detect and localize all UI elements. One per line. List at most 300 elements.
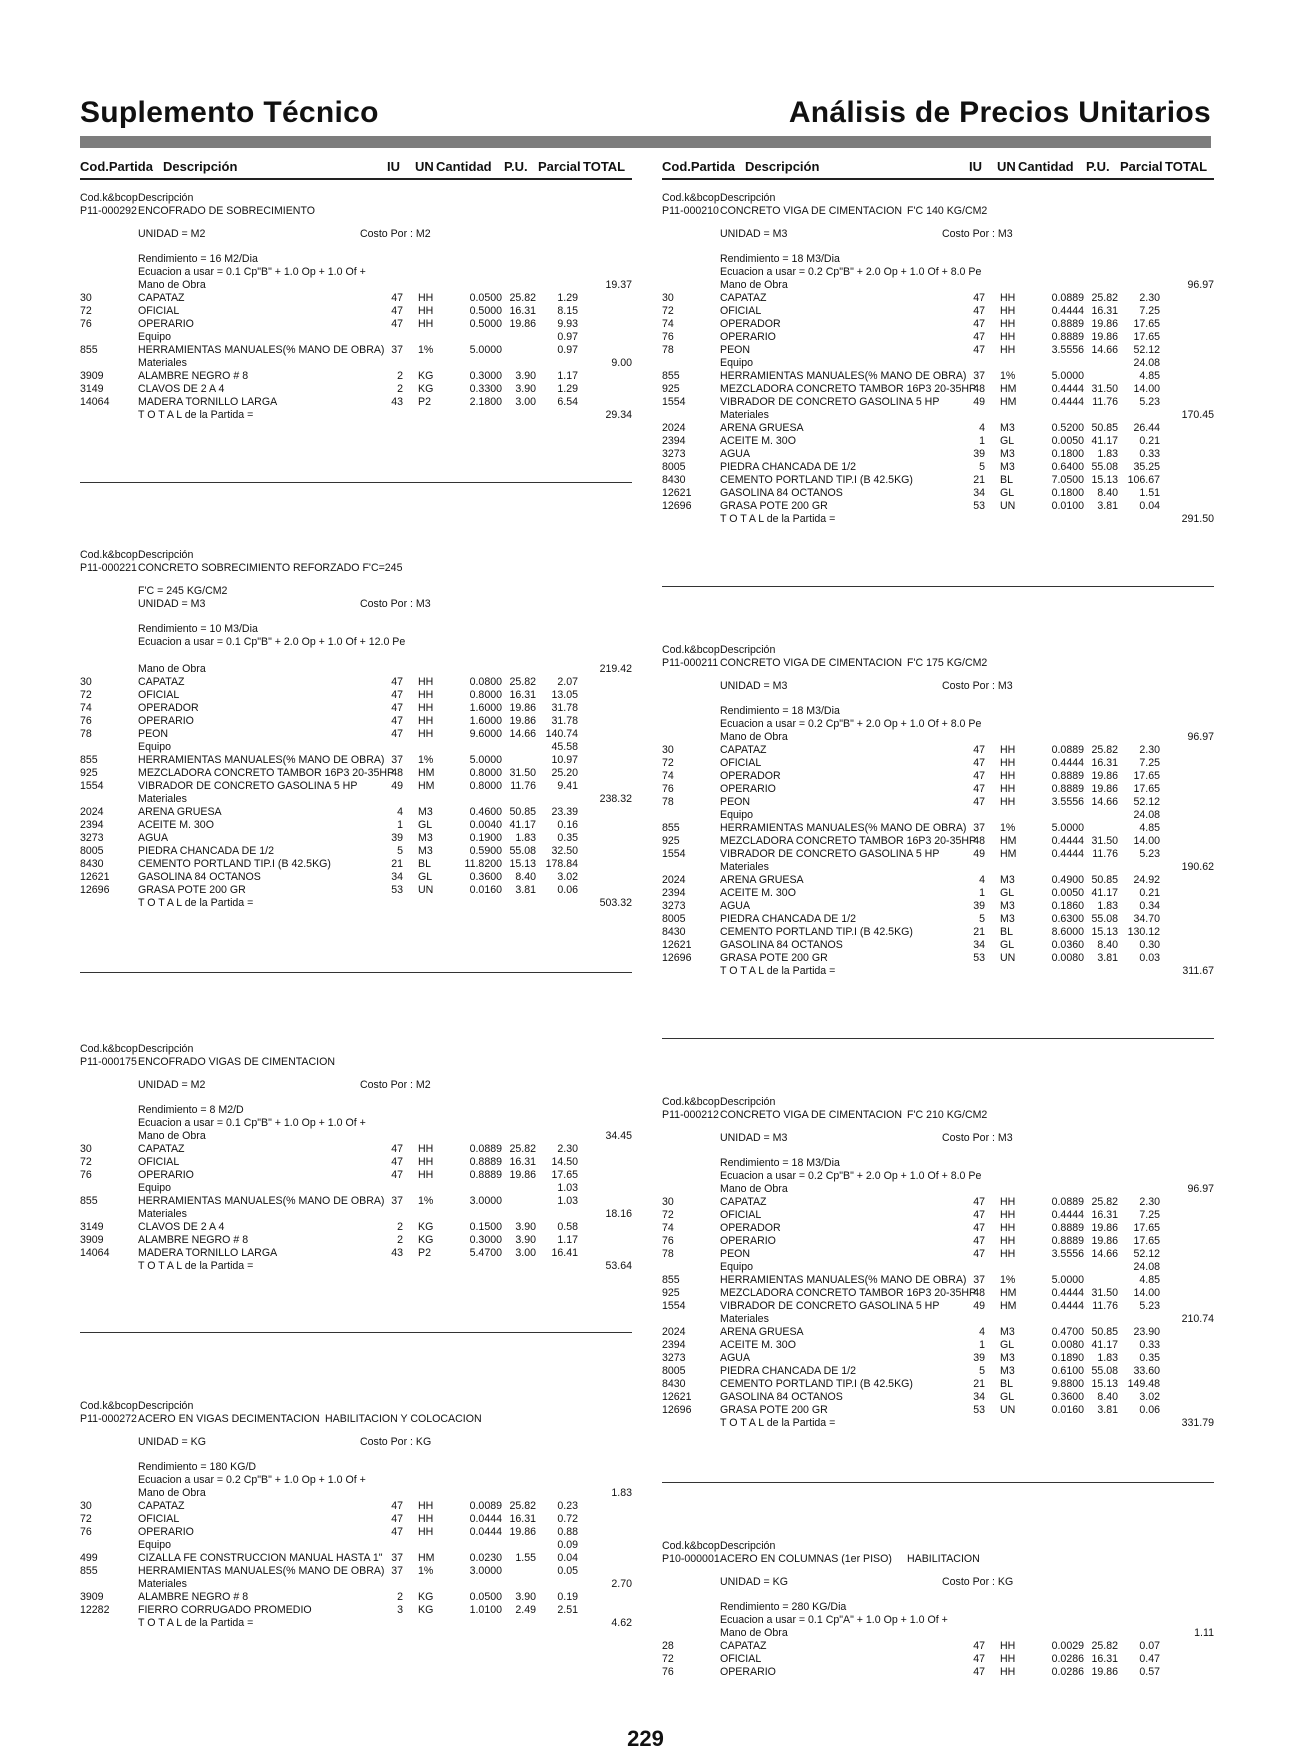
- item-quantity: 0.4444: [1051, 1209, 1084, 1221]
- item-unit: HH: [418, 728, 434, 740]
- item-code: 72: [662, 757, 674, 769]
- item-quantity: 0.0040: [469, 819, 502, 831]
- table-row: [662, 1108, 1214, 1122]
- item-unit: HM: [418, 780, 435, 792]
- table-row: [662, 304, 1214, 318]
- item-quantity: 0.4444: [1051, 305, 1084, 317]
- item-description: Rendimiento = 180 KG/D: [138, 1461, 257, 1473]
- item-iu: 47: [973, 1666, 985, 1678]
- item-description: PEON: [720, 344, 751, 356]
- item-quantity: 0.0089: [469, 1500, 502, 1512]
- item-partial: 17.65: [1133, 783, 1160, 795]
- item-iu: 5: [979, 913, 985, 925]
- item-partial: 13.05: [551, 689, 578, 701]
- item-unit: HH: [1000, 1235, 1016, 1247]
- table-row: [662, 1416, 1214, 1430]
- item-description: MEZCLADORA CONCRETO TAMBOR 16P3 20-35HP: [138, 767, 395, 779]
- table-row: [80, 227, 632, 241]
- item-description: CIZALLA FE CONSTRUCCION MANUAL HASTA 1": [138, 1552, 383, 1564]
- item-code: P10-000001: [662, 1553, 720, 1565]
- item-unit-price: 25.82: [1091, 1196, 1118, 1208]
- item-quantity: 11.8200: [464, 858, 502, 870]
- table-row: [662, 1338, 1214, 1352]
- item-partial: 9.41: [557, 780, 578, 792]
- item-description: Mano de Obra: [138, 279, 206, 291]
- item-partial: 4.85: [1139, 1274, 1160, 1286]
- item-iu: 47: [973, 344, 985, 356]
- item-quantity: 0.8000: [469, 689, 502, 701]
- item-iu: 47: [973, 305, 985, 317]
- item-description: CONCRETO SOBRECIMIENTO REFORZADO F'C=245: [138, 562, 403, 574]
- item-quantity: 0.0800: [469, 676, 502, 688]
- item-unit: HH: [1000, 1666, 1016, 1678]
- table-row: [662, 252, 1214, 266]
- item-iu: 49: [973, 1300, 985, 1312]
- table-row: [662, 860, 1214, 874]
- table-row: [662, 227, 1214, 241]
- table-row: [80, 818, 632, 832]
- table-row: [80, 1551, 632, 1565]
- table-row: [662, 1325, 1214, 1339]
- item-quantity: 0.0230: [469, 1552, 502, 1564]
- table-row: [80, 805, 632, 819]
- item-code: P11-000272: [80, 1413, 137, 1425]
- table-row: [662, 343, 1214, 357]
- item-partial: 24.08: [1133, 809, 1160, 821]
- item-description: UNIDAD = M3: [720, 228, 788, 240]
- table-row: [662, 382, 1214, 396]
- col-code-heading: Cod.Partida: [662, 159, 735, 174]
- table-row: [80, 584, 632, 598]
- item-quantity: 0.4444: [1051, 835, 1084, 847]
- item-code: 2394: [662, 1339, 686, 1351]
- item-total: 2.70: [611, 1578, 632, 1590]
- item-unit-price: 14.66: [1091, 1248, 1118, 1260]
- item-iu: 48: [973, 835, 985, 847]
- item-code: 30: [662, 1196, 674, 1208]
- item-quantity: 0.4444: [1051, 848, 1084, 860]
- item-code: 12621: [662, 1391, 692, 1403]
- item-unit: HH: [1000, 744, 1016, 756]
- item-unit-price: 16.31: [1091, 1209, 1118, 1221]
- item-code: 76: [80, 715, 92, 727]
- item-unit: HH: [1000, 305, 1016, 317]
- item-total: 34.45: [605, 1130, 632, 1142]
- item-code: Cod.k&bcop: [662, 1096, 720, 1108]
- item-quantity: 0.4444: [1051, 1300, 1084, 1312]
- item-code: 3909: [80, 1591, 104, 1603]
- item-total: 210.74: [1181, 1313, 1214, 1325]
- item-description: UNIDAD = M3: [720, 680, 788, 692]
- item-unit-price: 31.50: [509, 767, 536, 779]
- item-partial: 8.15: [557, 305, 578, 317]
- item-unit-price: 3.90: [515, 1221, 536, 1233]
- item-description: CEMENTO PORTLAND TIP.I (B 42.5KG): [138, 858, 331, 870]
- table-row: [662, 1260, 1214, 1274]
- item-description: HERRAMIENTAS MANUALES(% MANO DE OBRA): [720, 370, 967, 382]
- table-row: [80, 252, 632, 266]
- item-quantity: 0.4444: [1051, 396, 1084, 408]
- item-code: 1554: [80, 780, 104, 792]
- item-description: UNIDAD = M3: [138, 598, 206, 610]
- table-row: [80, 1577, 632, 1591]
- item-description: HERRAMIENTAS MANUALES(% MANO DE OBRA): [138, 754, 385, 766]
- item-unit: GL: [418, 819, 433, 831]
- item-partial: 3.02: [557, 871, 578, 883]
- item-iu: 47: [973, 1222, 985, 1234]
- item-unit-price: 15.13: [1091, 926, 1118, 938]
- item-partial: 17.65: [551, 1169, 578, 1181]
- item-code: P11-000221: [80, 562, 137, 574]
- item-code: 12696: [662, 952, 692, 964]
- item-total: 170.45: [1181, 409, 1214, 421]
- item-unit-price: 19.86: [1091, 331, 1118, 343]
- item-partial: 52.12: [1133, 1248, 1160, 1260]
- item-description: ENCOFRADO VIGAS DE CIMENTACION: [138, 1056, 335, 1068]
- table-row: [662, 421, 1214, 435]
- item-description: OPERARIO: [720, 331, 776, 343]
- item-unit: 1%: [418, 754, 434, 766]
- item-quantity: 0.4444: [1051, 1287, 1084, 1299]
- item-description: OPERADOR: [720, 1222, 781, 1234]
- item-unit-price: 11.76: [1092, 848, 1118, 860]
- item-code: Cod.k&bcop: [662, 644, 720, 656]
- item-quantity: 0.0889: [1051, 292, 1084, 304]
- item-unit: UN: [418, 884, 434, 896]
- item-quantity: 0.8889: [1051, 783, 1084, 795]
- table-row: [80, 844, 632, 858]
- item-quantity: 0.0050: [1051, 887, 1084, 899]
- item-unit-price: 14.66: [509, 728, 536, 740]
- table-row: [80, 1435, 632, 1449]
- item-description: Rendimiento = 18 M3/Dia: [720, 705, 840, 717]
- item-code: 76: [80, 1526, 92, 1538]
- item-quantity: 0.6300: [1051, 913, 1084, 925]
- item-code: 8430: [662, 1378, 686, 1390]
- item-partial: 0.33: [1139, 1339, 1160, 1351]
- item-partial: 6.54: [557, 396, 578, 408]
- item-iu: 1: [979, 1339, 985, 1351]
- item-description: Rendimiento = 8 M2/D: [138, 1104, 244, 1116]
- item-description: UNIDAD = M2: [138, 1079, 206, 1091]
- item-description: HERRAMIENTAS MANUALES(% MANO DE OBRA): [138, 1195, 385, 1207]
- item-code: Cod.k&bcop: [80, 1043, 138, 1055]
- table-row: [662, 473, 1214, 487]
- item-description: VIBRADOR DE CONCRETO GASOLINA 5 HP: [720, 848, 940, 860]
- item-partial: 130.12: [1127, 926, 1160, 938]
- item-iu: 37: [973, 370, 985, 382]
- item-iu: 34: [973, 487, 985, 499]
- table-row: [662, 1208, 1214, 1222]
- cost-per: Costo Por : M2: [360, 228, 431, 240]
- item-unit-price: 8.40: [515, 871, 536, 883]
- item-code: 2394: [662, 887, 686, 899]
- item-quantity: 5.0000: [469, 754, 502, 766]
- table-row: [662, 1377, 1214, 1391]
- item-description: MADERA TORNILLO LARGA: [138, 396, 278, 408]
- item-quantity: 5.0000: [1051, 822, 1084, 834]
- col-un-heading: UN: [997, 159, 1016, 174]
- item-description: HERRAMIENTAS MANUALES(% MANO DE OBRA): [138, 1565, 385, 1577]
- item-iu: 39: [973, 900, 985, 912]
- item-quantity: 5.4700: [469, 1247, 502, 1259]
- item-unit-price: 8.40: [1097, 1391, 1118, 1403]
- item-iu: 53: [973, 1404, 985, 1416]
- item-partial: 0.21: [1139, 887, 1160, 899]
- table-row: [662, 1131, 1214, 1145]
- item-description: HERRAMIENTAS MANUALES(% MANO DE OBRA): [138, 344, 385, 356]
- col-code-heading: Cod.Partida: [80, 159, 153, 174]
- item-unit-price: 50.85: [1091, 874, 1118, 886]
- item-code: 74: [662, 1222, 674, 1234]
- item-description: ACEITE M. 30O: [720, 435, 796, 447]
- section-divider: [80, 1332, 632, 1333]
- item-description: PIEDRA CHANCADA DE 1/2: [720, 1365, 856, 1377]
- item-partial: 140.74: [545, 728, 578, 740]
- item-unit-price: 41.17: [1091, 887, 1118, 899]
- item-code: 2024: [662, 1326, 686, 1338]
- item-unit: KG: [418, 1221, 434, 1233]
- table-row: [662, 460, 1214, 474]
- item-partial: 0.88: [557, 1526, 578, 1538]
- item-unit-price: 25.82: [1091, 744, 1118, 756]
- table-row: [80, 753, 632, 767]
- item-description: Mano de Obra: [720, 1183, 788, 1195]
- item-partial: 0.58: [557, 1221, 578, 1233]
- item-unit: HM: [418, 1552, 435, 1564]
- table-row: [80, 1499, 632, 1513]
- table-row: [662, 1665, 1214, 1679]
- table-row: [662, 265, 1214, 279]
- table-row: [662, 756, 1214, 770]
- item-description: Ecuacion a usar = 0.2 Cp"B" + 2.0 Op + 1.0 Of + 8.0 Pe: [720, 266, 982, 278]
- item-quantity: 0.0889: [469, 1143, 502, 1155]
- item-unit: HH: [418, 1513, 434, 1525]
- item-description: Rendimiento = 18 M3/Dia: [720, 253, 840, 265]
- table-row: [80, 1512, 632, 1526]
- item-unit: HM: [1000, 1300, 1017, 1312]
- table-row: [662, 782, 1214, 796]
- item-unit: GL: [1000, 939, 1015, 951]
- item-iu: 2: [397, 1591, 403, 1603]
- item-quantity: 0.4900: [1051, 874, 1084, 886]
- item-total: 53.64: [605, 1260, 632, 1272]
- item-code: 855: [662, 1274, 680, 1286]
- item-description: OPERARIO: [720, 1666, 776, 1678]
- table-row: [662, 704, 1214, 718]
- item-unit: HH: [418, 676, 434, 688]
- item-quantity: 0.1500: [469, 1221, 502, 1233]
- item-code: 30: [662, 744, 674, 756]
- table-row: [80, 1603, 632, 1617]
- item-iu: 49: [973, 396, 985, 408]
- item-unit-price: 14.66: [1091, 796, 1118, 808]
- item-description: CAPATAZ: [138, 676, 185, 688]
- table-row: [80, 740, 632, 754]
- table-row: [662, 847, 1214, 861]
- item-description: ARENA GRUESA: [720, 874, 804, 886]
- item-unit: HM: [1000, 396, 1017, 408]
- item-code: 925: [662, 835, 680, 847]
- item-unit: HM: [418, 767, 435, 779]
- item-iu: 48: [391, 767, 403, 779]
- item-unit-price: 41.17: [1091, 1339, 1118, 1351]
- table-row: [80, 204, 632, 218]
- item-total: 96.97: [1187, 279, 1214, 291]
- table-row: [80, 857, 632, 871]
- item-partial: 106.67: [1127, 474, 1160, 486]
- item-description: GRASA POTE 200 GR: [720, 500, 828, 512]
- item-unit: 1%: [1000, 370, 1016, 382]
- item-code: 1554: [662, 848, 686, 860]
- item-description: CAPATAZ: [720, 744, 767, 756]
- item-quantity: 0.1860: [1051, 900, 1084, 912]
- table-row: [662, 886, 1214, 900]
- item-quantity: 0.6400: [1051, 461, 1084, 473]
- item-description: GASOLINA 84 OCTANOS: [720, 487, 843, 499]
- item-quantity: 7.0500: [1051, 474, 1084, 486]
- item-description: CONCRETO VIGA DE CIMENTACION: [720, 1109, 903, 1121]
- item-iu: 39: [973, 448, 985, 460]
- item-code: 925: [662, 383, 680, 395]
- item-description: GASOLINA 84 OCTANOS: [138, 871, 261, 883]
- item-partial: 14.50: [551, 1156, 578, 1168]
- table-row: [80, 1055, 632, 1069]
- item-code: 855: [80, 1565, 98, 1577]
- right-column: [662, 156, 1214, 1678]
- item-unit: M3: [1000, 461, 1015, 473]
- item-partial: 7.25: [1139, 1209, 1160, 1221]
- item-unit: 1%: [418, 344, 434, 356]
- item-iu: 5: [397, 845, 403, 857]
- item-iu: 47: [973, 1196, 985, 1208]
- item-description: VIBRADOR DE CONCRETO GASOLINA 5 HP: [138, 780, 358, 792]
- table-row: [662, 1639, 1214, 1653]
- item-partial: 25.20: [551, 767, 578, 779]
- item-unit: 1%: [1000, 1274, 1016, 1286]
- table-row: [80, 1207, 632, 1221]
- item-code: 8005: [662, 461, 686, 473]
- item-unit-price: 16.31: [509, 689, 536, 701]
- item-iu: 21: [391, 858, 403, 870]
- item-quantity: 0.4444: [1051, 757, 1084, 769]
- table-row: [662, 408, 1214, 422]
- item-unit: HM: [1000, 835, 1017, 847]
- table-row: [662, 1600, 1214, 1614]
- item-partial: 0.97: [557, 331, 578, 343]
- item-iu: 47: [973, 744, 985, 756]
- item-quantity: 5.0000: [469, 344, 502, 356]
- item-total: 1.11: [1194, 1627, 1214, 1639]
- item-iu: 37: [391, 1565, 403, 1577]
- item-code: 28: [662, 1640, 674, 1652]
- item-iu: 37: [973, 822, 985, 834]
- table-row: [80, 1194, 632, 1208]
- item-unit-price: 25.82: [1091, 1640, 1118, 1652]
- table-row: [662, 1234, 1214, 1248]
- item-code: 2394: [80, 819, 104, 831]
- item-unit-price: 16.31: [1091, 1653, 1118, 1665]
- item-quantity: 1.6000: [469, 715, 502, 727]
- item-unit-price: 31.50: [1091, 1287, 1118, 1299]
- item-description: T O T A L de la Partida =: [138, 409, 254, 421]
- item-unit: KG: [418, 1604, 434, 1616]
- table-row: [662, 1247, 1214, 1261]
- item-iu: 47: [391, 702, 403, 714]
- item-partial: 1.17: [557, 1234, 578, 1246]
- item-code: 3273: [662, 900, 686, 912]
- item-partial: 1.51: [1139, 487, 1160, 499]
- table-row: [80, 265, 632, 279]
- item-quantity: 0.8889: [469, 1169, 502, 1181]
- col-iu-heading: IU: [387, 159, 400, 174]
- table-row: [80, 662, 632, 676]
- item-unit: KG: [418, 1591, 434, 1603]
- table-row: [80, 1042, 632, 1056]
- table-row: [80, 701, 632, 715]
- item-unit-price: 3.90: [515, 1591, 536, 1603]
- item-unit: M3: [1000, 1352, 1015, 1364]
- item-unit: KG: [418, 370, 434, 382]
- item-description: UNIDAD = KG: [138, 1436, 206, 1448]
- item-code: 8430: [662, 926, 686, 938]
- item-description: T O T A L de la Partida =: [720, 1417, 836, 1429]
- item-unit-price: 31.50: [1091, 835, 1118, 847]
- item-description: Ecuacion a usar = 0.1 Cp"B" + 1.0 Op + 1.0 Of +: [138, 1117, 366, 1129]
- item-unit: HH: [1000, 331, 1016, 343]
- item-description: UNIDAD = M2: [138, 228, 206, 240]
- table-row: [662, 1652, 1214, 1666]
- item-unit: HH: [1000, 344, 1016, 356]
- table-row: [80, 727, 632, 741]
- item-unit-price: 25.82: [509, 676, 536, 688]
- section-divider: [80, 482, 632, 483]
- item-description: GASOLINA 84 OCTANOS: [720, 1391, 843, 1403]
- table-row: [662, 291, 1214, 305]
- item-quantity: 0.5000: [469, 318, 502, 330]
- item-unit: GL: [1000, 487, 1015, 499]
- item-code: 76: [662, 1235, 674, 1247]
- item-unit-price: 19.86: [509, 1526, 536, 1538]
- item-quantity: 3.5556: [1051, 344, 1084, 356]
- item-quantity: 3.5556: [1051, 1248, 1084, 1260]
- item-code: 12696: [80, 884, 110, 896]
- item-unit-price: 19.86: [509, 318, 536, 330]
- table-row: [662, 834, 1214, 848]
- item-quantity: 0.3000: [469, 1234, 502, 1246]
- item-code: 72: [80, 1156, 92, 1168]
- item-code: 78: [662, 796, 674, 808]
- item-description: Materiales: [720, 1313, 769, 1325]
- item-description: Rendimiento = 18 M3/Dia: [720, 1157, 840, 1169]
- item-code: 2024: [662, 874, 686, 886]
- item-unit-price: 16.31: [509, 1156, 536, 1168]
- item-description: PIEDRA CHANCADA DE 1/2: [138, 845, 274, 857]
- item-unit-price: 14.66: [1091, 344, 1118, 356]
- col-pu-heading: P.U.: [504, 159, 528, 174]
- item-partial: 2.51: [557, 1604, 578, 1616]
- item-partial: 7.25: [1139, 757, 1160, 769]
- item-description: CEMENTO PORTLAND TIP.I (B 42.5KG): [720, 474, 913, 486]
- item-unit: HM: [1000, 848, 1017, 860]
- table-row: [662, 925, 1214, 939]
- item-description: Rendimiento = 10 M3/Dia: [138, 623, 258, 635]
- item-iu: 4: [397, 806, 403, 818]
- item-code: P11-000175: [80, 1056, 137, 1068]
- item-total: 96.97: [1187, 1183, 1214, 1195]
- item-description: T O T A L de la Partida =: [720, 513, 836, 525]
- table-row: [80, 1181, 632, 1195]
